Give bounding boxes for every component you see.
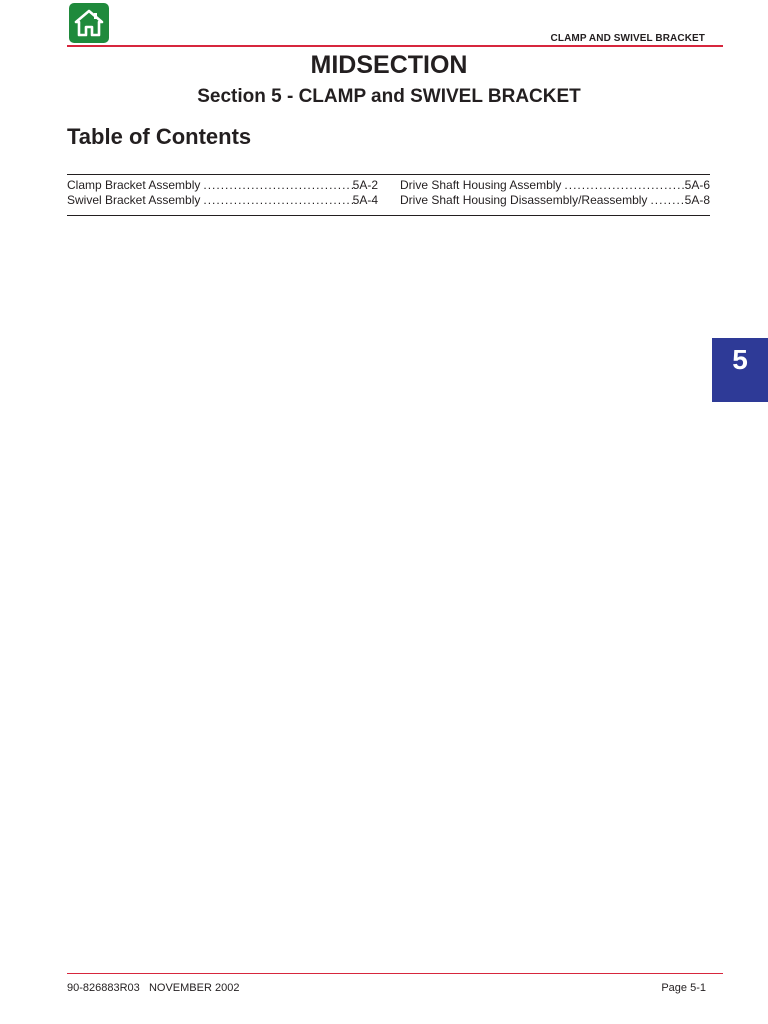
header-divider <box>67 45 723 47</box>
toc-entry-label: Clamp Bracket Assembly <box>67 178 201 192</box>
toc-top-rule <box>67 174 710 175</box>
toc-entry-page: 5A-8 <box>684 193 710 207</box>
footer-divider <box>67 973 723 974</box>
running-header: CLAMP AND SWIVEL BRACKET <box>550 33 705 44</box>
home-icon <box>73 7 105 39</box>
toc-entry-drive-shaft-housing-disassembly[interactable] <box>400 193 710 207</box>
toc-leader-dots <box>200 178 352 192</box>
page-title: MIDSECTION <box>310 51 468 79</box>
toc-entry-page: 5A-2 <box>352 178 378 192</box>
footer-doc-number: 90-826883R03 NOVEMBER 2002 <box>67 982 240 994</box>
footer-page-number: Page 5-1 <box>661 982 706 994</box>
toc-leader-dots <box>647 193 684 207</box>
toc-entry-page: 5A-6 <box>684 178 710 192</box>
toc-bottom-rule <box>67 215 710 216</box>
toc-entry-label: Drive Shaft Housing Assembly <box>400 178 562 192</box>
home-button[interactable] <box>69 3 109 43</box>
toc-leader-dots <box>561 178 684 192</box>
toc-entry-label: Swivel Bracket Assembly <box>67 193 201 207</box>
toc-entry-label: Drive Shaft Housing Disassembly/Reassembly <box>400 193 648 207</box>
toc-entry-clamp-bracket-assembly[interactable] <box>67 178 378 192</box>
toc-entry-swivel-bracket-assembly[interactable] <box>67 193 378 207</box>
toc-leader-dots <box>200 193 352 207</box>
section-subtitle: Section 5 - CLAMP and SWIVEL BRACKET <box>197 86 581 107</box>
section-tab[interactable]: 5 <box>712 338 768 402</box>
toc-heading: Table of Contents <box>67 124 252 149</box>
toc-entry-page: 5A-4 <box>352 193 378 207</box>
toc-entry-drive-shaft-housing-assembly[interactable] <box>400 178 710 192</box>
